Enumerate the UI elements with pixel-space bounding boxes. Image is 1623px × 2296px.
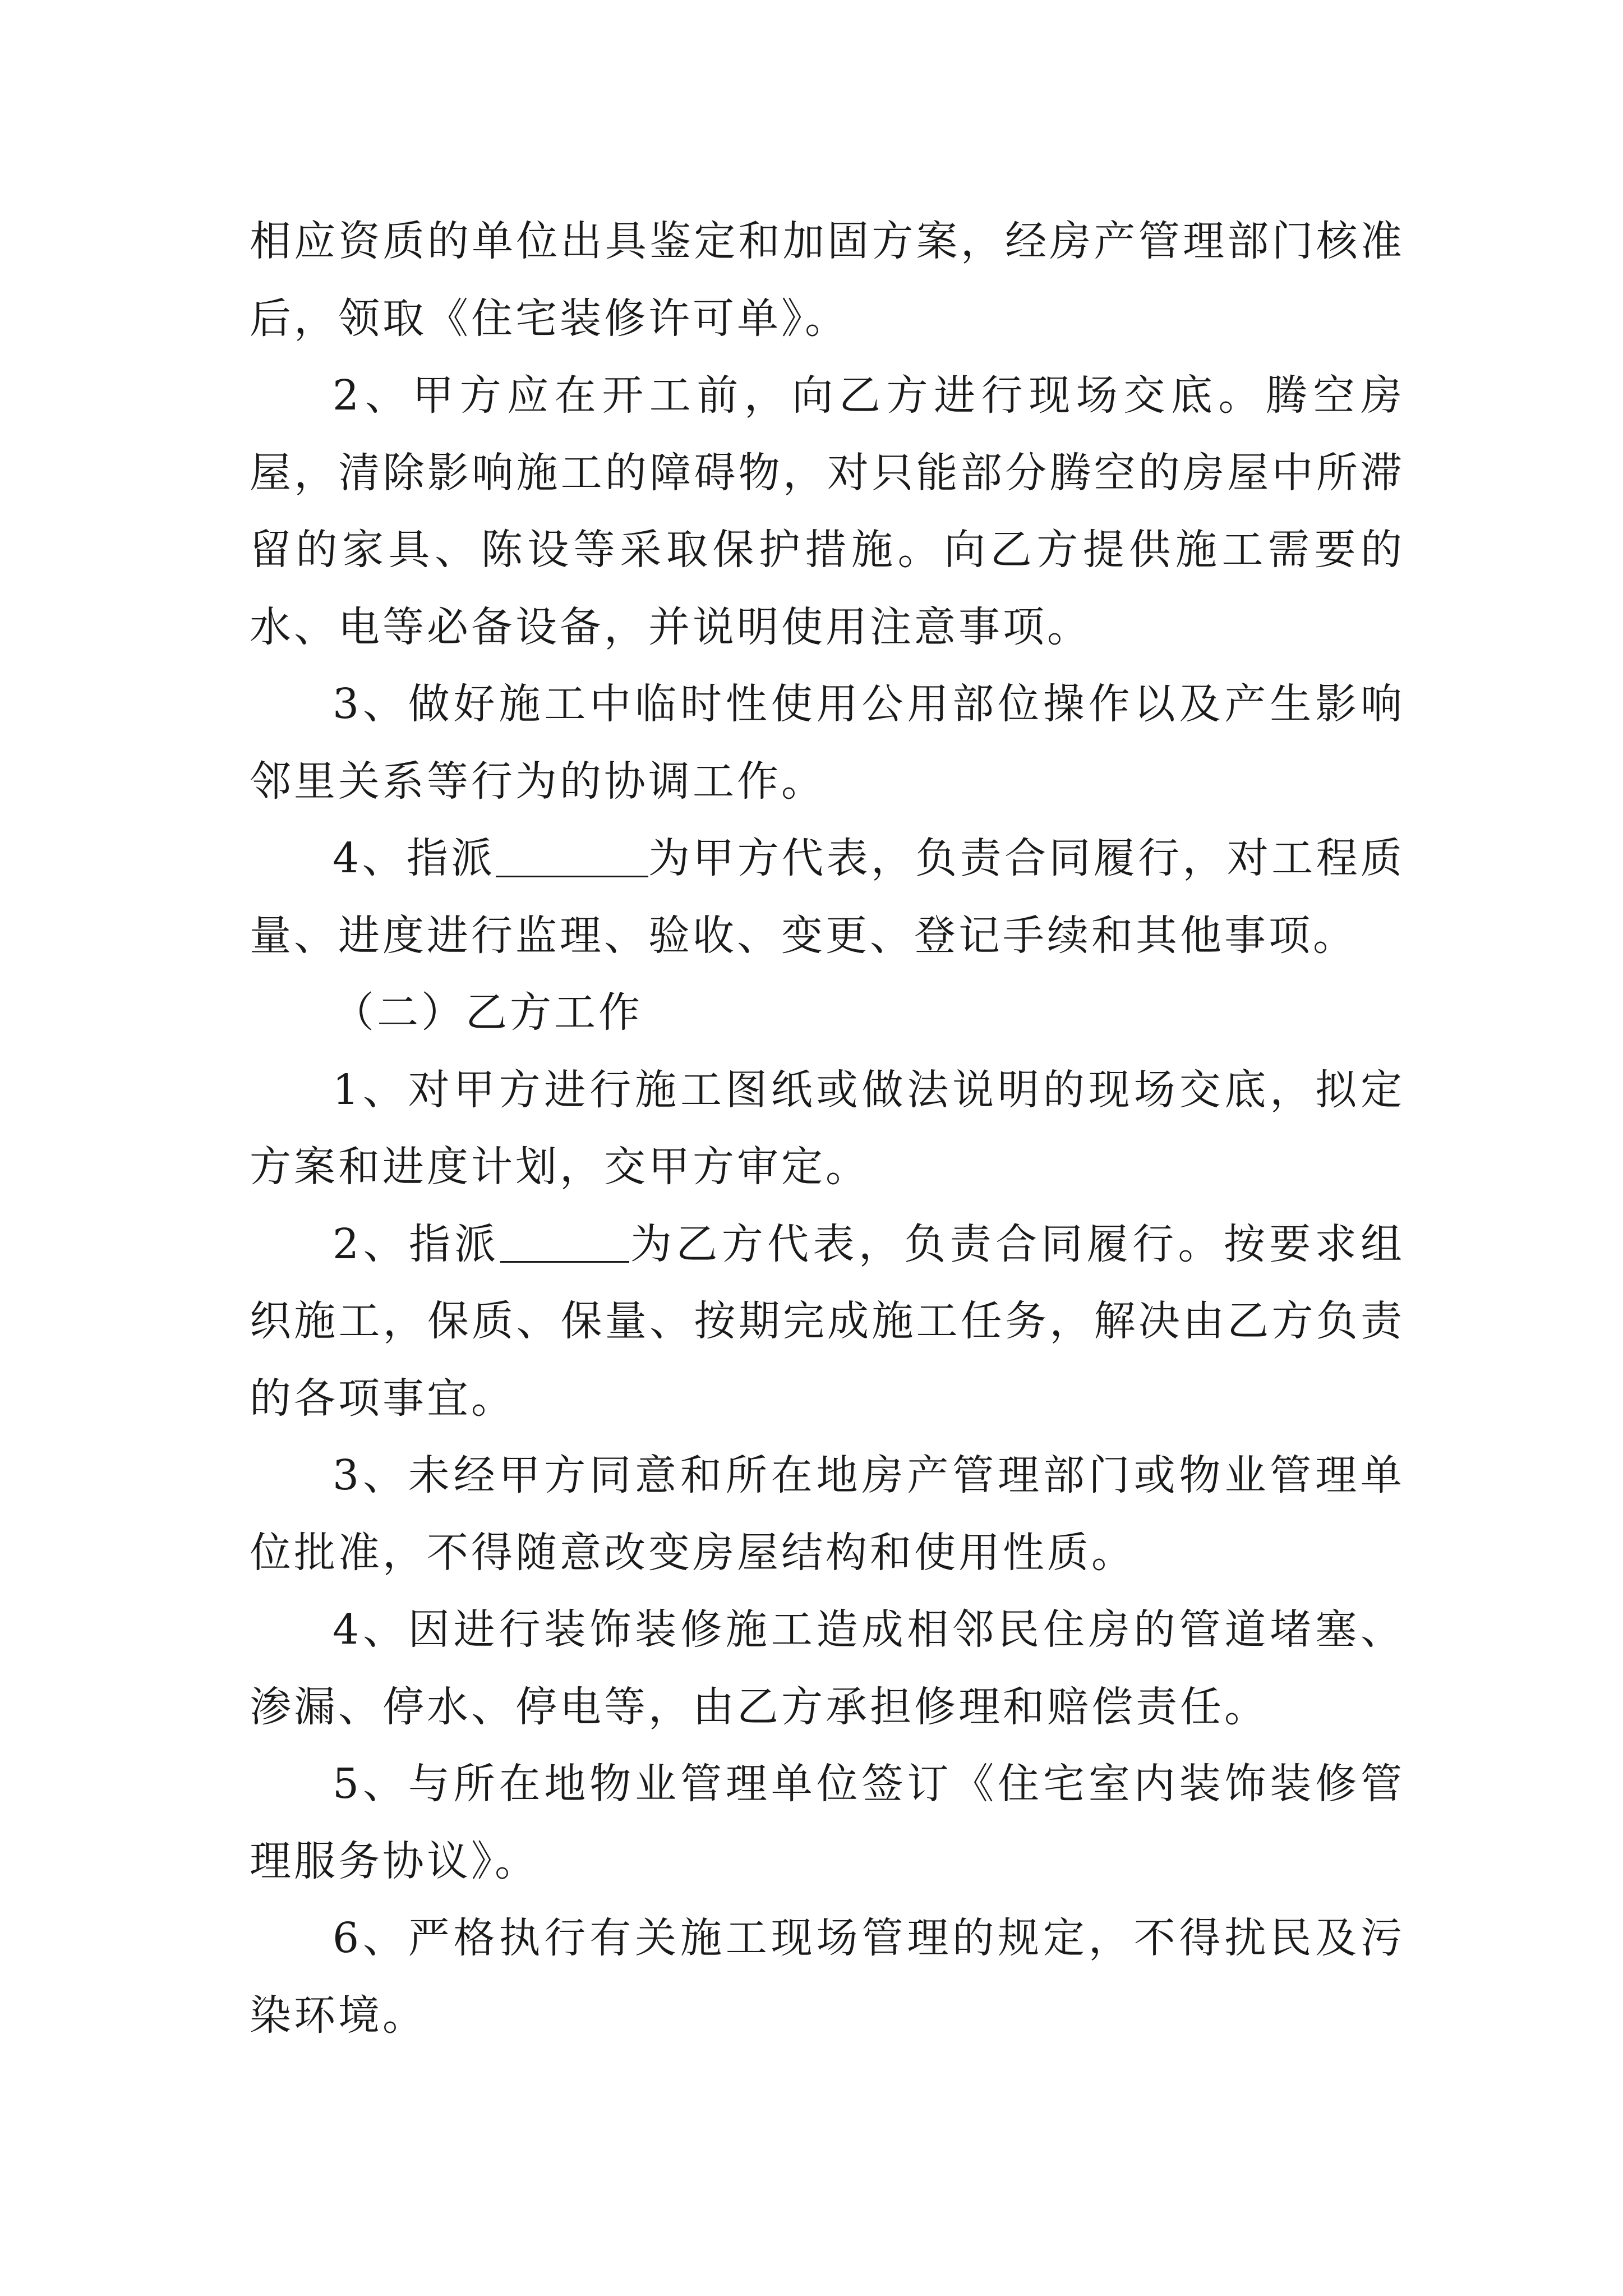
paragraph-party-a-item-2: 2、甲方应在开工前，向乙方进行现场交底。腾空房屋，清除影响施工的障碍物，对只能部分腾空的房屋中所滞留的家具、陈设等采取保护措施。向乙方提供施工需要的水、电等必备设备，并说明使用注意事项。 xyxy=(250,371,1405,651)
paragraph-party-b-item-5: 5、与所在地物业管理单位签订《住宅室内装饰装修管理服务协议》。 xyxy=(250,1760,1405,1885)
party-b-item-2-suffix: 为乙方代表，负责合同履行。按要求组织施工，保质、保量、按期完成施工任务，解决由乙方负责的各项事宜。 xyxy=(250,1220,1405,1423)
party-a-item-4-suffix: 为甲方代表，负责合同履行，对工程质量、进度进行监理、验收、变更、登记手续和其他事项。 xyxy=(250,834,1405,960)
paragraph-party-a-item-4 xyxy=(250,820,1405,974)
party-b-representative-blank xyxy=(500,1220,629,1263)
paragraph-party-b-item-3: 3、未经甲方同意和所在地房产管理部门或物业管理单位批准，不得随意改变房屋结构和使用性质。 xyxy=(250,1451,1405,1577)
section-heading-party-b: （二）乙方工作 xyxy=(333,988,643,1037)
party-a-item-4-prefix: 4、指派 xyxy=(333,834,496,882)
party-a-representative-blank xyxy=(496,834,648,877)
paragraph-continuation: 相应资质的单位出具鉴定和加固方案，经房产管理部门核准后，领取《住宅装修许可单》。 xyxy=(250,217,1405,343)
paragraph-party-b-item-1: 1、对甲方进行施工图纸或做法说明的现场交底，拟定方案和进度计划，交甲方审定。 xyxy=(250,1065,1405,1191)
paragraph-party-a-item-3: 3、做好施工中临时性使用公用部位操作以及产生影响邻里关系等行为的协调工作。 xyxy=(250,680,1405,806)
paragraph-party-b-item-4: 4、因进行装饰装修施工造成相邻民住房的管道堵塞、渗漏、停水、停电等，由乙方承担修理和赔偿责任。 xyxy=(250,1605,1405,1731)
paragraph-party-b-item-2 xyxy=(250,1206,1405,1438)
document-body xyxy=(250,203,1405,2054)
party-b-item-2-prefix: 2、指派 xyxy=(333,1220,500,1268)
paragraph-party-b-item-6: 6、严格执行有关施工现场管理的规定，不得扰民及污染环境。 xyxy=(250,1914,1405,2040)
